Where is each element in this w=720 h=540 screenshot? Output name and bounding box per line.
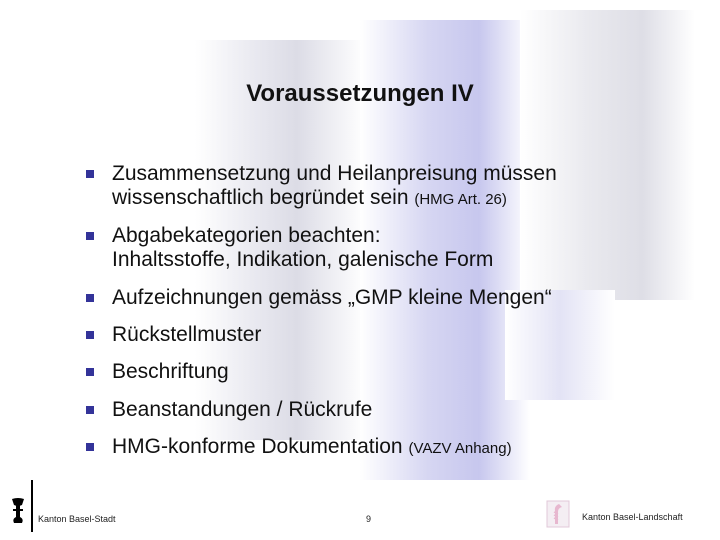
bullet-text-continuation: wissenschaftlich begründet sein (HMG Art. 26) bbox=[112, 186, 507, 209]
bullet-marker-icon bbox=[86, 232, 94, 240]
footer-left-label: Kanton Basel-Stadt bbox=[38, 514, 116, 524]
bullet-marker-icon bbox=[86, 406, 94, 414]
basel-stadt-crest-icon bbox=[8, 497, 28, 525]
bullet-item bbox=[84, 224, 493, 272]
bullet-marker-icon bbox=[86, 368, 94, 376]
slide-title: Voraussetzungen IV bbox=[246, 80, 474, 107]
bullet-item bbox=[84, 286, 552, 310]
bullet-marker-icon bbox=[86, 170, 94, 178]
bullet-marker-icon bbox=[86, 294, 94, 302]
bullet-item bbox=[84, 360, 229, 384]
page-number: 9 bbox=[366, 514, 372, 524]
bullet-text: Rückstellmuster bbox=[112, 323, 262, 346]
background-block bbox=[520, 10, 695, 300]
bullet-marker-icon bbox=[86, 443, 94, 451]
bullet-text: HMG-konforme Dokumentation (VAZV Anhang) bbox=[112, 435, 512, 458]
bullet-text: Zusammensetzung und Heilanpreisung müssen bbox=[112, 162, 557, 185]
bullet-text: Abgabekategorien beachten: bbox=[112, 224, 381, 247]
bullet-item bbox=[84, 162, 557, 212]
footer-right-label: Kanton Basel-Landschaft bbox=[582, 512, 683, 522]
bullet-item bbox=[84, 398, 372, 422]
bullet-text: Beschriftung bbox=[112, 360, 229, 383]
bullet-marker-icon bbox=[86, 331, 94, 339]
bullet-text: Beanstandungen / Rückrufe bbox=[112, 398, 373, 421]
bullet-note: (HMG Art. 26) bbox=[414, 191, 507, 208]
bullet-text: Aufzeichnungen gemäss „GMP kleine Mengen“ bbox=[112, 286, 552, 309]
bullet-item bbox=[84, 435, 512, 461]
basel-landschaft-crest-icon bbox=[546, 500, 570, 528]
bullet-text-continuation: Inhaltsstoffe, Indikation, galenische Form bbox=[112, 248, 494, 271]
bullet-item bbox=[84, 323, 261, 347]
bullet-note: (VAZV Anhang) bbox=[408, 440, 512, 457]
footer-divider bbox=[31, 480, 33, 532]
